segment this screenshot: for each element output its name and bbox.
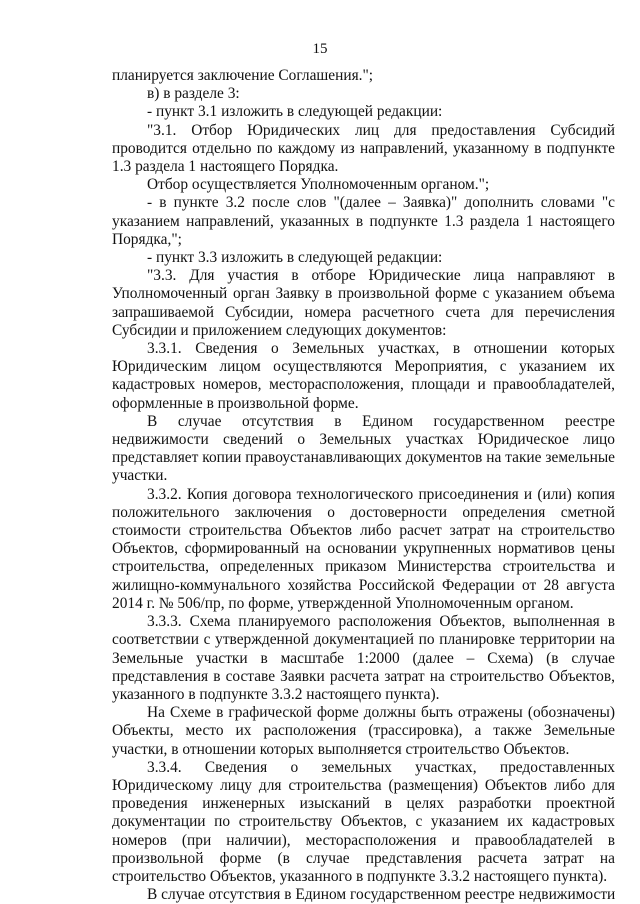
paragraph: "3.1. Отбор Юридических лиц для предоставления Субсидий проводится отдельно по каждому из направлений, указанному в подпункте 1.3 раздела 1 настоящего Порядка. bbox=[112, 121, 615, 176]
paragraph: 3.3.4. Сведения о земельных участках, предоставленных Юридическому лицу для строительства (размещения) Объектов либо для проведения инженерных изысканий в целях разработки проектной документации по строительству Объектов, с указанием их кадастровых номеров (при наличии), месторасположения и правообладателей в произвольной форме (в случае представления расчета затрат на строительство Объектов, указанного в подпункте 3.3.2 настоящего пункта). bbox=[112, 758, 615, 885]
paragraph: 3.3.3. Схема планируемого расположения Объектов, выполненная в соответствии с утвержденной документацией по планировке территории на Земельные участки в масштабе 1:2000 (далее – Схема) (в случае представления в составе Заявки расчета затрат на строительство Объектов, указанного в подпункте 3.3.2 настоящего пункта). bbox=[112, 613, 615, 703]
paragraph: Отбор осуществляется Уполномоченным органом."; bbox=[147, 176, 490, 194]
paragraph: - пункт 3.1 изложить в следующей редакции: bbox=[147, 103, 443, 121]
paragraph: 3.3.1. Сведения о Земельных участках, в отношении которых Юридическим лицом осуществляются Мероприятия, с указанием их кадастровых номеров, месторасположения, площади и правообладателей, оформленные в произвольной форме. bbox=[112, 340, 615, 412]
paragraph: В случае отсутствия в Едином государственном реестре недвижимости сведений о Земельных участках Юридическое лицо представляет копии правоустанавливающих документов на такие земельные участки. bbox=[112, 412, 615, 485]
paragraph: планируется заключение Соглашения."; bbox=[112, 67, 374, 84]
paragraph: в) в разделе 3: bbox=[147, 85, 240, 103]
document-body bbox=[112, 67, 615, 904]
page-number: 15 bbox=[312, 41, 328, 57]
paragraph: "3.3. Для участия в отборе Юридические лица направляют в Уполномоченный орган Заявку в произвольной форме с указанием объема запрашиваемой Субсидии, номера расчетного счета для перечисления Субсидии и приложением следующих документов: bbox=[112, 267, 615, 339]
paragraph: - в пункте 3.2 после слов "(далее – Заявка)" дополнить словами "с указанием направлений, указанных в подпункте 1.3 раздела 1 настоящего Порядка,"; bbox=[112, 194, 615, 248]
paragraph: В случае отсутствия в Едином государственном реестре недвижимости bbox=[147, 886, 616, 904]
paragraph: На Схеме в графической форме должны быть отражены (обозначены) Объекты, место их расположения (трассировка), а также Земельные участки, в отношении которых выполняется строительство Объектов. bbox=[112, 704, 615, 758]
paragraph: - пункт 3.3 изложить в следующей редакции: bbox=[147, 249, 443, 267]
paragraph: 3.3.2. Копия договора технологического присоединения и (или) копия положительного заключения о достоверности определения сметной стоимости строительства Объектов либо расчет затрат на строительство Объектов, сформированный на основании укрупненных нормативов цены строительства, определенных приказом Министерства строительства и жилищно-коммунального хозяйства Российской Федерации от 28 августа 2014 г. № 506/пр, по форме, утвержденной Уполномоченным органом. bbox=[112, 485, 615, 612]
